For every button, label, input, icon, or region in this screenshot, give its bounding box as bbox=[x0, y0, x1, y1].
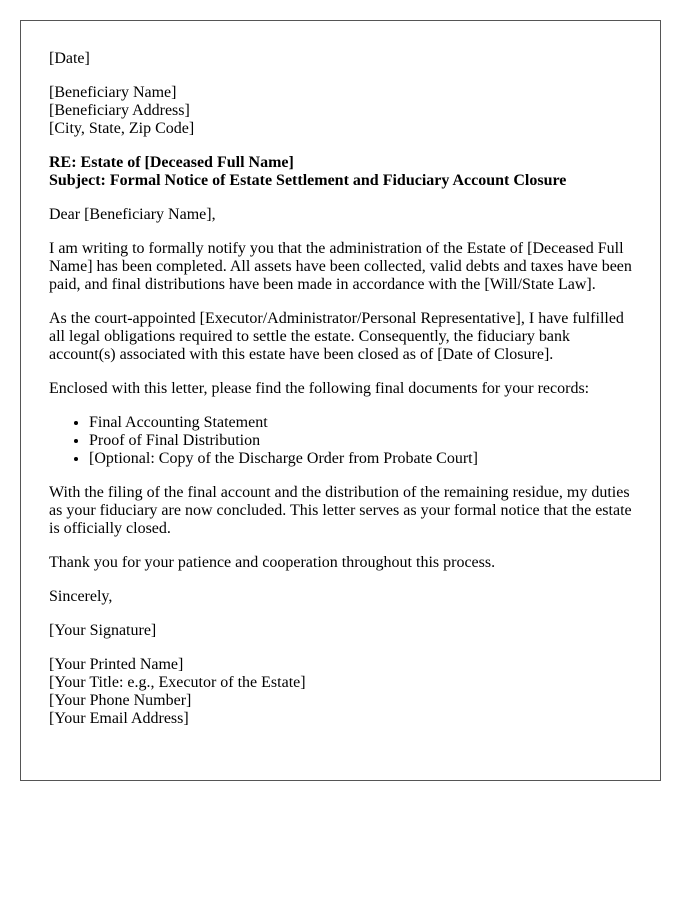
sender-title: [Your Title: e.g., Executor of the Estate] bbox=[49, 674, 306, 691]
list-item: • [Optional: Copy of the Discharge Order from Probate Court] bbox=[89, 450, 632, 468]
body-paragraph: I am writing to formally notify you that the administration of the Estate of [Deceased Full Name] has been completed. All assets have been collected, valid debts and taxes have been paid, and final distributions have been made in accordance with the [Will/State Law]. bbox=[49, 240, 632, 293]
sender-phone: [Your Phone Number] bbox=[49, 692, 192, 709]
closing-paragraph: With the filing of the final account and the distribution of the remaining residue, my duties as your fiduciary are now concluded. This letter serves as your formal notice that the estate is officially closed. bbox=[49, 484, 632, 537]
signature: [Your Signature] bbox=[49, 622, 157, 639]
closing-paragraph: Thank you for your patience and cooperation throughout this process. bbox=[49, 554, 496, 571]
list-item: • Proof of Final Distribution bbox=[89, 432, 632, 450]
sender-name: [Your Printed Name] bbox=[49, 656, 184, 673]
enclosure-list bbox=[49, 414, 632, 468]
sender-email: [Your Email Address] bbox=[49, 710, 189, 727]
body-paragraph: Enclosed with this letter, please find the following final documents for your records: bbox=[49, 380, 590, 397]
date: [Date] bbox=[49, 50, 90, 67]
letter bbox=[20, 20, 661, 781]
recipient-city: [City, State, Zip Code] bbox=[49, 120, 195, 137]
body-paragraph: As the court-appointed [Executor/Administrator/Personal Representative], I have fulfilled all legal obligations required to settle the estate. Consequently, the fiduciary bank account(s) associated with this estate have been closed as of [Date of Closure]. bbox=[49, 310, 624, 363]
reference-block bbox=[49, 154, 632, 190]
recipient-street: [Beneficiary Address] bbox=[49, 102, 190, 119]
subject-line: Subject: Formal Notice of Estate Settlement and Fiduciary Account Closure bbox=[49, 172, 567, 189]
list-item: • Final Accounting Statement bbox=[89, 414, 632, 432]
valediction: Sincerely, bbox=[49, 588, 113, 605]
recipient-name: [Beneficiary Name] bbox=[49, 84, 177, 101]
salutation: Dear [Beneficiary Name], bbox=[49, 206, 216, 223]
sender-block bbox=[49, 656, 632, 728]
recipient-address bbox=[49, 84, 632, 138]
re-line: RE: Estate of [Deceased Full Name] bbox=[49, 154, 294, 171]
